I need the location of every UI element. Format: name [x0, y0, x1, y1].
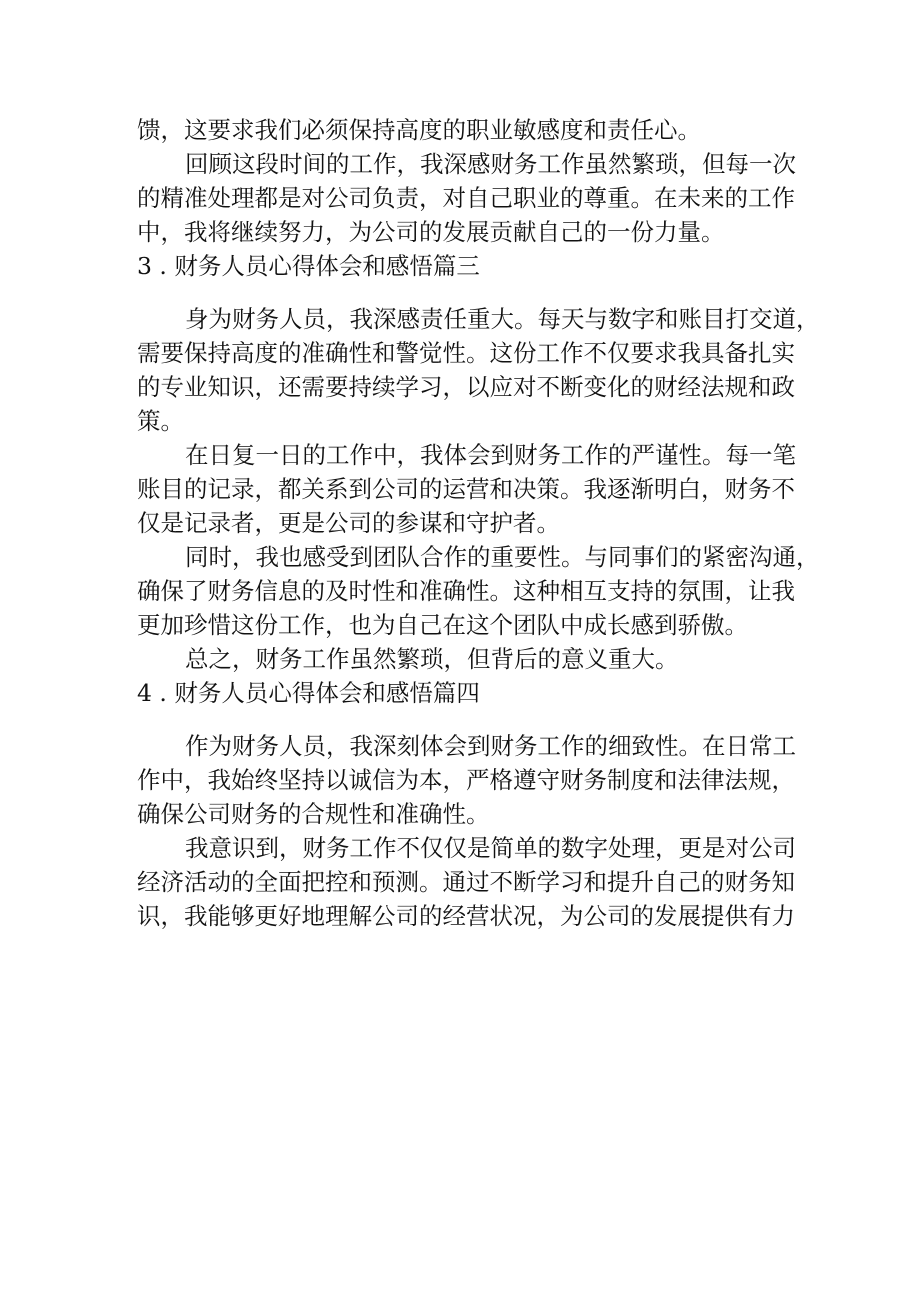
paragraph-line: 中，我将继续努力，为公司的发展贡献自己的一份力量。 [137, 218, 725, 246]
paragraph-line: 确保了财务信息的及时性和准确性。这种相互支持的氛围，让我 [137, 577, 795, 605]
paragraph-line: 的精准处理都是对公司负责，对自己职业的尊重。在未来的工作 [137, 184, 795, 212]
paragraph-line: 需要保持高度的准确性和警觉性。这份工作不仅要求我具备扎实 [137, 339, 795, 367]
paragraph-line: 经济活动的全面把控和预测。通过不断学习和提升自己的财务知 [137, 868, 795, 896]
paragraph-line: 作为财务人员，我深刻体会到财务工作的细致性。在日常工 [185, 732, 796, 760]
paragraph-line: 仅是记录者，更是公司的参谋和守护者。 [137, 509, 560, 537]
section-heading-4: 4 . 财务人员心得体会和感悟篇四 [137, 679, 480, 707]
section-heading-3: 3 . 财务人员心得体会和感悟篇三 [137, 252, 480, 280]
paragraph-line: 我意识到，财务工作不仅仅是简单的数字处理，更是对公司 [185, 834, 796, 862]
paragraph-line: 同时，我也感受到团队合作的重要性。与同事们的紧密沟通， [185, 543, 820, 571]
paragraph-line: 作中，我始终坚持以诚信为本，严格遵守财务制度和法律法规， [137, 766, 795, 794]
paragraph-line: 回顾这段时间的工作，我深感财务工作虽然繁琐，但每一次 [185, 150, 796, 178]
paragraph-line: 确保公司财务的合规性和准确性。 [137, 800, 490, 828]
paragraph-line: 更加珍惜这份工作，也为自己在这个团队中成长感到骄傲。 [137, 611, 748, 639]
paragraph-line: 身为财务人员，我深感责任重大。每天与数字和账目打交道， [185, 305, 820, 333]
document-body [137, 113, 820, 933]
paragraph-line: 策。 [137, 407, 184, 435]
paragraph-line: 的专业知识，还需要持续学习，以应对不断变化的财经法规和政 [137, 373, 795, 401]
paragraph-line: 总之，财务工作虽然繁琐，但背后的意义重大。 [185, 645, 679, 673]
paragraph-line: 在日复一日的工作中，我体会到财务工作的严谨性。每一笔 [185, 441, 796, 469]
paragraph-line: 账目的记录，都关系到公司的运营和决策。我逐渐明白，财务不 [137, 475, 795, 503]
paragraph-line: 馈，这要求我们必须保持高度的职业敏感度和责任心。 [137, 116, 701, 144]
paragraph-line: 识，我能够更好地理解公司的经营状况，为公司的发展提供有力 [137, 902, 795, 930]
